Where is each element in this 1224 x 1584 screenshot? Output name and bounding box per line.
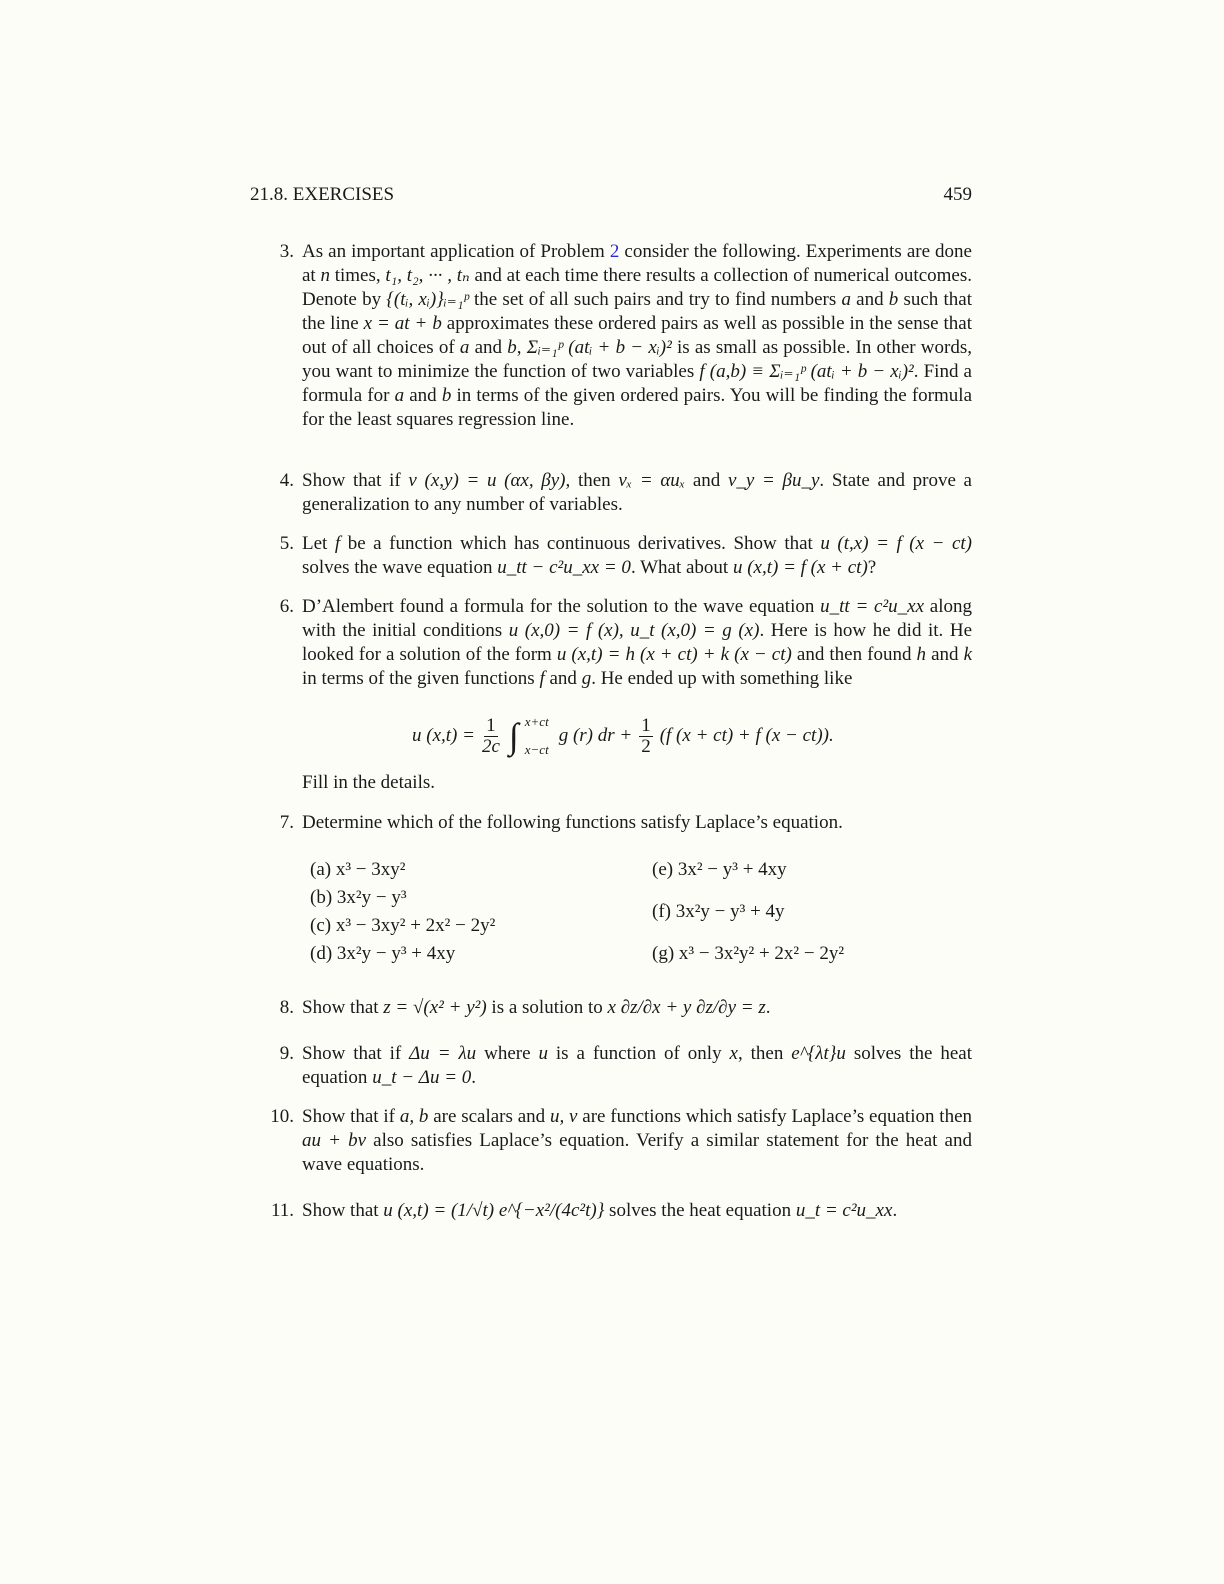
exercise-8	[262, 996, 972, 1020]
option-c: (c) x³ − 3xy² + 2x² − 2y²	[310, 915, 496, 936]
dalembert-formula: u (x,t) = $\frac{1}{2c}$ ∫ x+ct x−ct g (r) dr + $\frac{1}{2}$ (f (x + ct) + f (x − ct)).	[412, 708, 834, 764]
exercise-6-followup: Fill in the details.	[302, 772, 435, 793]
exercise-4	[262, 469, 972, 517]
exercise-11	[262, 1199, 972, 1223]
integral-sign: ∫	[508, 716, 519, 756]
problem-link[interactable]: 2	[609, 241, 620, 262]
exercise-text: Show that u (x,t) = (1/√t) e^{−x²/(4c²t)} solves the heat equation u_t = c²u_xx.	[302, 1200, 898, 1221]
exercise-7	[262, 811, 972, 835]
exercise-9	[262, 1042, 972, 1090]
exercise-text: Let f be a function which has continuous derivatives. Show that u (t,x) = f (x − ct) solves the wave equation u_tt − c²u_xx = 0. What about u (x,t) = f (x + ct)?	[302, 533, 972, 578]
running-header	[250, 184, 972, 206]
exercise-text: As an important application of Problem 2 consider the following. Experiments are done at n times, t₁, t₂, ··· , tₙ and at each time there results a collection of numerical outcomes. Denote by {(tᵢ, xᵢ)}ᵢ₌₁ᵖ the set of all such pairs and try to find numbers a and b such that the line x = at + b approximates these ordered pairs as well as possible in the sense that out of all choices of a and b, Σᵢ₌₁ᵖ (atᵢ + b − xᵢ)² is as small as possible. In other words, you want to minimize the function of two variables f (a,b) ≡ Σᵢ₌₁ᵖ (atᵢ + b − xᵢ)². Find a formula for a and b in terms of the given ordered pairs. You will be finding the formula for the least squares regression line.	[302, 241, 973, 430]
exercise-number: 9.	[279, 1043, 294, 1064]
exercise-text: Show that if a, b are scalars and u, v are functions which satisfy Laplace’s equation then au + bv also satisfies Laplace’s equation. Verify a similar statement for the heat and wave equations.	[302, 1106, 972, 1175]
exercise-text: Show that if v (x,y) = u (αx, βy), then vₓ = αuₓ and v_y = βu_y. State and prove a generalization to any number of variables.	[302, 470, 972, 515]
option-f: (f) 3x²y − y³ + 4y	[652, 901, 785, 922]
page-number: 459	[943, 184, 972, 205]
section-title: 21.8. EXERCISES	[250, 184, 395, 205]
option-g: (g) x³ − 3x²y² + 2x² − 2y²	[652, 943, 845, 964]
exercise-text: Determine which of the following functions satisfy Laplace’s equation.	[302, 812, 843, 833]
exercise-text: Show that z = √(x² + y²) is a solution to x ∂z/∂x + y ∂z/∂y = z.	[302, 997, 771, 1018]
exercise-3	[262, 240, 972, 432]
fraction: $\frac{1}{2}$	[641, 714, 651, 757]
integral-limits: x+ct x−ct	[524, 714, 549, 757]
exercise-number: 8.	[279, 997, 294, 1018]
exercise-10	[262, 1105, 972, 1177]
exercise-number: 6.	[279, 596, 294, 617]
options-right	[652, 856, 844, 968]
exercise-number: 7.	[279, 812, 294, 833]
exercise-number: 10.	[270, 1106, 294, 1127]
exercise-number: 3.	[279, 241, 294, 262]
exercise-text: Show that if Δu = λu where u is a function of only x, then e^{λt}u solves the heat equation u_t − Δu = 0.	[302, 1043, 973, 1088]
exercise-number: 4.	[279, 470, 294, 491]
exercise-5	[262, 532, 972, 580]
exercise-number: 11.	[270, 1200, 294, 1221]
fraction: $\frac{1}{2c}$	[481, 714, 500, 757]
option-e: (e) 3x² − y³ + 4xy	[652, 859, 787, 880]
option-d: (d) 3x²y − y³ + 4xy	[310, 943, 456, 964]
exercise-text: D’Alembert found a formula for the solution to the wave equation u_tt = c²u_xx along with the initial conditions u (x,0) = f (x), u_t (x,0) = g (x). Here is how he did it. He looked for a solution of the form u (x,t) = h (x + ct) + k (x − ct) and then found h and k in terms of the given functions f and g. He ended up with something like	[302, 596, 973, 689]
option-a: (a) x³ − 3xy²	[310, 859, 406, 880]
options-left	[310, 856, 495, 968]
option-b: (b) 3x²y − y³	[310, 887, 407, 908]
exercise-6	[262, 595, 972, 691]
exercise-number: 5.	[279, 533, 294, 554]
